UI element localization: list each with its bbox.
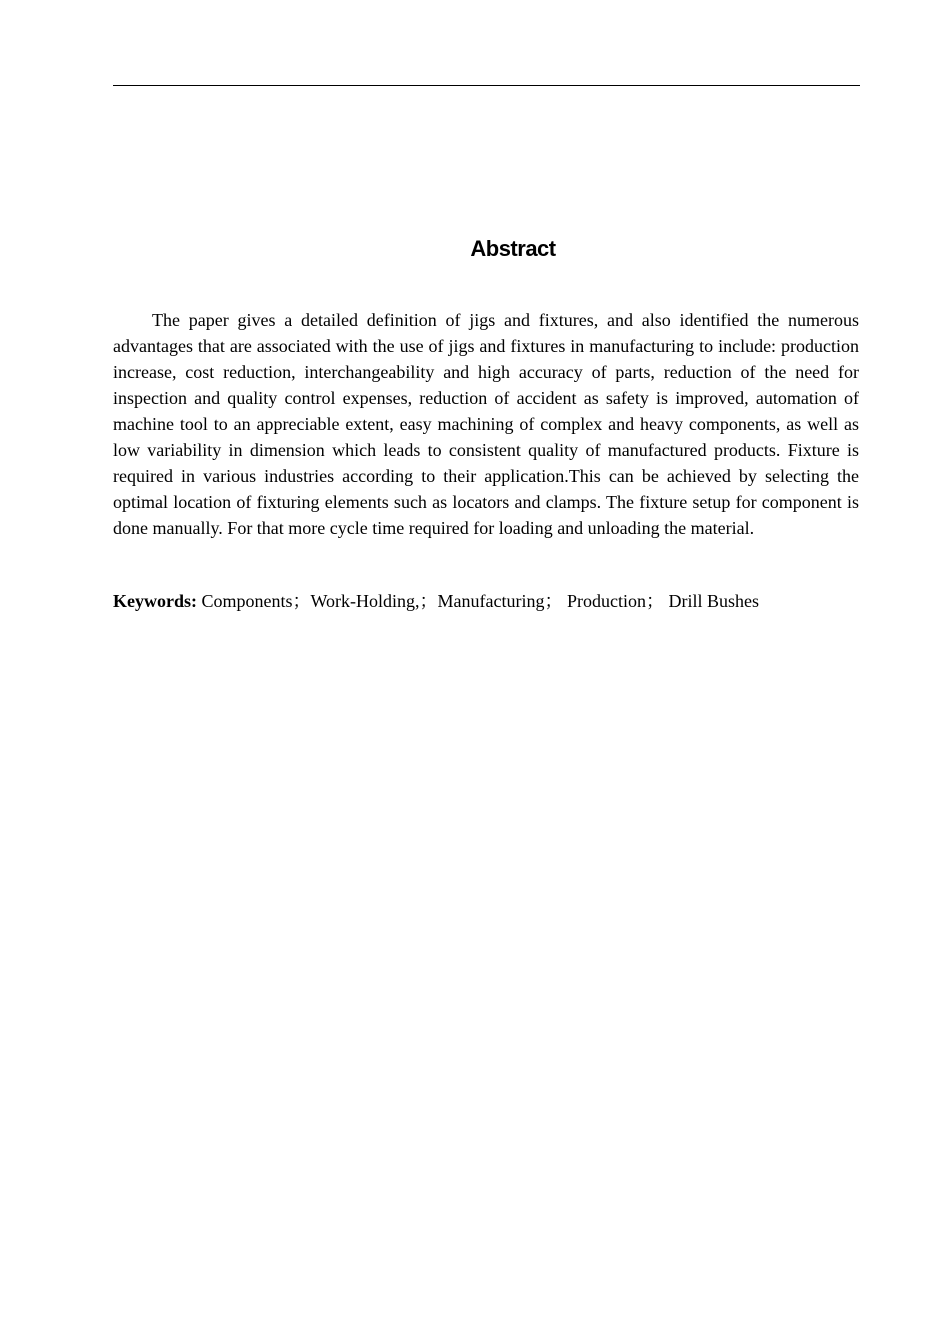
- header-rule: [113, 85, 860, 86]
- keywords-label: Keywords:: [113, 591, 197, 611]
- keywords-list: Components；Work-Holding,；Manufacturing； Production； Drill Bushes: [197, 591, 759, 611]
- abstract-paragraph: The paper gives a detailed definition of jigs and fixtures, and also identified the numerous advantages that are associated with the use of jigs and fixtures in manufacturing to include: production increase, cost reduction, interchangeability and high accuracy of parts, reduction of the need for inspection and quality control expenses, reduction of accident as safety is improved, automation of machine tool to an appreciable extent, easy machining of complex and heavy components, as well as low variability in dimension which leads to consistent quality of manufactured products. Fixture is required in various industries according to their application.This can be achieved by selecting the optimal location of fixturing elements such as locators and clamps. The fixture setup for component is done manually. For that more cycle time required for loading and unloading the material.: [113, 310, 859, 538]
- keywords-line: [113, 588, 873, 614]
- abstract-title: Abstract: [470, 236, 556, 261]
